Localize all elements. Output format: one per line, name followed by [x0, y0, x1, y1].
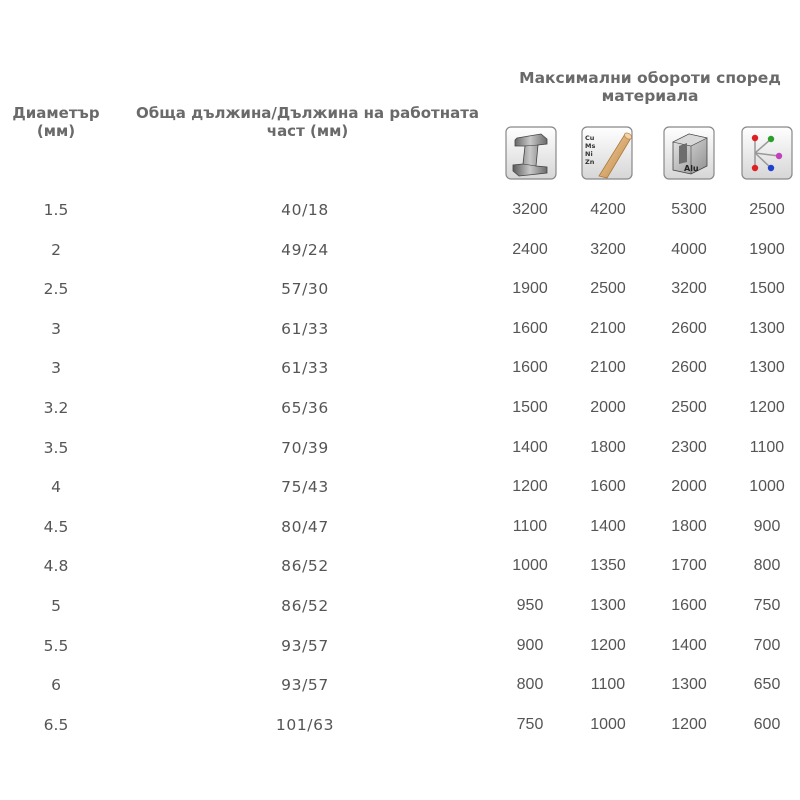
alu-rpm-cell: 1200	[671, 716, 707, 733]
steel-rpm-cell: 800	[516, 676, 544, 693]
length-cell: 57/30	[281, 280, 329, 298]
table-row	[0, 317, 800, 341]
table-row	[0, 277, 800, 301]
steel-rpm-cell: 750	[516, 716, 544, 733]
plastic-rpm-cell: 2500	[749, 201, 785, 218]
plastic-rpm-cell: 600	[753, 716, 781, 733]
alu-rpm-cell: 2300	[671, 439, 707, 456]
table-row	[0, 515, 800, 539]
copper-rpm-cell: 1400	[590, 518, 626, 535]
plastic-rpm-cell: 1300	[749, 359, 785, 376]
plastic-rpm-cell: 900	[753, 518, 781, 535]
alu-rpm-cell: 1700	[671, 557, 707, 574]
max-rpm-header: Максимални обороти според материала	[519, 69, 781, 105]
copper-rpm-cell: 2500	[590, 280, 626, 297]
table-row	[0, 554, 800, 578]
diameter-cell: 2.5	[43, 280, 69, 298]
copper-rpm-cell: 1300	[590, 597, 626, 614]
copper-rpm-cell: 1100	[590, 676, 626, 693]
steel-rpm-cell: 950	[516, 597, 544, 614]
aluminium-profile-icon	[663, 126, 715, 180]
steel-rpm-cell: 2400	[512, 241, 548, 258]
steel-rpm-cell: 1600	[512, 359, 548, 376]
alu-rpm-cell: 1400	[671, 637, 707, 654]
table-row	[0, 356, 800, 380]
steel-rpm-cell: 1900	[512, 280, 548, 297]
copper-rpm-cell: 1800	[590, 439, 626, 456]
steel-beam-icon	[505, 126, 557, 180]
copper-rpm-cell: 1350	[590, 557, 626, 574]
steel-rpm-cell: 3200	[512, 201, 548, 218]
alu-rpm-cell: 2000	[671, 478, 707, 495]
length-cell: 61/33	[281, 359, 329, 377]
copper-rpm-cell: 2100	[590, 359, 626, 376]
copper-rpm-cell: 1000	[590, 716, 626, 733]
svg-text:Zn: Zn	[585, 158, 595, 166]
steel-rpm-cell: 1200	[512, 478, 548, 495]
steel-rpm-cell: 1100	[512, 518, 548, 535]
plastic-rpm-cell: 800	[753, 557, 781, 574]
copper-rpm-cell: 1600	[590, 478, 626, 495]
table-row	[0, 475, 800, 499]
diameter-cell: 3	[51, 359, 61, 377]
copper-rpm-cell: 2100	[590, 320, 626, 337]
length-cell: 61/33	[281, 320, 329, 338]
diameter-cell: 3.2	[43, 399, 69, 417]
length-cell: 86/52	[281, 597, 329, 615]
alu-rpm-cell: 5300	[671, 201, 707, 218]
table-row	[0, 594, 800, 618]
alu-rpm-cell: 1600	[671, 597, 707, 614]
steel-rpm-cell: 1000	[512, 557, 548, 574]
diameter-cell: 3.5	[43, 439, 69, 457]
steel-rpm-cell: 1600	[512, 320, 548, 337]
copper-rpm-cell: 1200	[590, 637, 626, 654]
diameter-cell: 3	[51, 320, 61, 338]
diameter-cell: 2	[51, 241, 61, 259]
length-cell: 93/57	[281, 637, 329, 655]
length-cell: 80/47	[281, 518, 329, 536]
plastic-rpm-cell: 1300	[749, 320, 785, 337]
length-cell: 40/18	[281, 201, 329, 219]
table-row	[0, 396, 800, 420]
table-row	[0, 436, 800, 460]
diameter-cell: 6.5	[43, 716, 69, 734]
plastic-rpm-cell: 1200	[749, 399, 785, 416]
diameter-cell: 4.5	[43, 518, 69, 536]
diameter-cell: 4.8	[43, 557, 69, 575]
length-cell: 93/57	[281, 676, 329, 694]
length-cell: 75/43	[281, 478, 329, 496]
diameter-cell: 5	[51, 597, 61, 615]
plastic-rpm-cell: 750	[753, 597, 781, 614]
table-row	[0, 634, 800, 658]
steel-rpm-cell: 900	[516, 637, 544, 654]
table-row	[0, 198, 800, 222]
plastic-rpm-cell: 650	[753, 676, 781, 693]
alu-rpm-cell: 4000	[671, 241, 707, 258]
diameter-header: Диаметър (мм)	[12, 104, 100, 140]
copper-rpm-cell: 3200	[590, 241, 626, 258]
alu-rpm-cell: 2500	[671, 399, 707, 416]
diameter-cell: 5.5	[43, 637, 69, 655]
table-row	[0, 713, 800, 737]
length-header: Обща дължина/Дължина на работната част (мм)	[135, 104, 480, 140]
table-row	[0, 238, 800, 262]
diameter-cell: 1.5	[43, 201, 69, 219]
diameter-cell: 6	[51, 676, 61, 694]
svg-text:Alu: Alu	[684, 164, 699, 173]
plastic-rpm-cell: 1000	[749, 478, 785, 495]
alu-rpm-cell: 1300	[671, 676, 707, 693]
alu-rpm-cell: 3200	[671, 280, 707, 297]
plastic-molecule-icon	[741, 126, 793, 180]
plastic-rpm-cell: 700	[753, 637, 781, 654]
steel-rpm-cell: 1400	[512, 439, 548, 456]
copper-rpm-cell: 4200	[590, 201, 626, 218]
steel-rpm-cell: 1500	[512, 399, 548, 416]
copper-alloy-icon	[581, 126, 633, 180]
length-cell: 49/24	[281, 241, 329, 259]
svg-text:Ms: Ms	[585, 142, 596, 150]
length-cell: 70/39	[281, 439, 329, 457]
length-cell: 86/52	[281, 557, 329, 575]
table-row	[0, 673, 800, 697]
diameter-cell: 4	[51, 478, 61, 496]
alu-rpm-cell: 2600	[671, 320, 707, 337]
length-cell: 101/63	[275, 716, 335, 734]
plastic-rpm-cell: 1500	[749, 280, 785, 297]
copper-rpm-cell: 2000	[590, 399, 626, 416]
plastic-rpm-cell: 1100	[749, 439, 785, 456]
length-cell: 65/36	[281, 399, 329, 417]
alu-rpm-cell: 2600	[671, 359, 707, 376]
plastic-rpm-cell: 1900	[749, 241, 785, 258]
svg-text:Cu: Cu	[585, 134, 595, 142]
alu-rpm-cell: 1800	[671, 518, 707, 535]
svg-text:Ni: Ni	[585, 150, 593, 158]
